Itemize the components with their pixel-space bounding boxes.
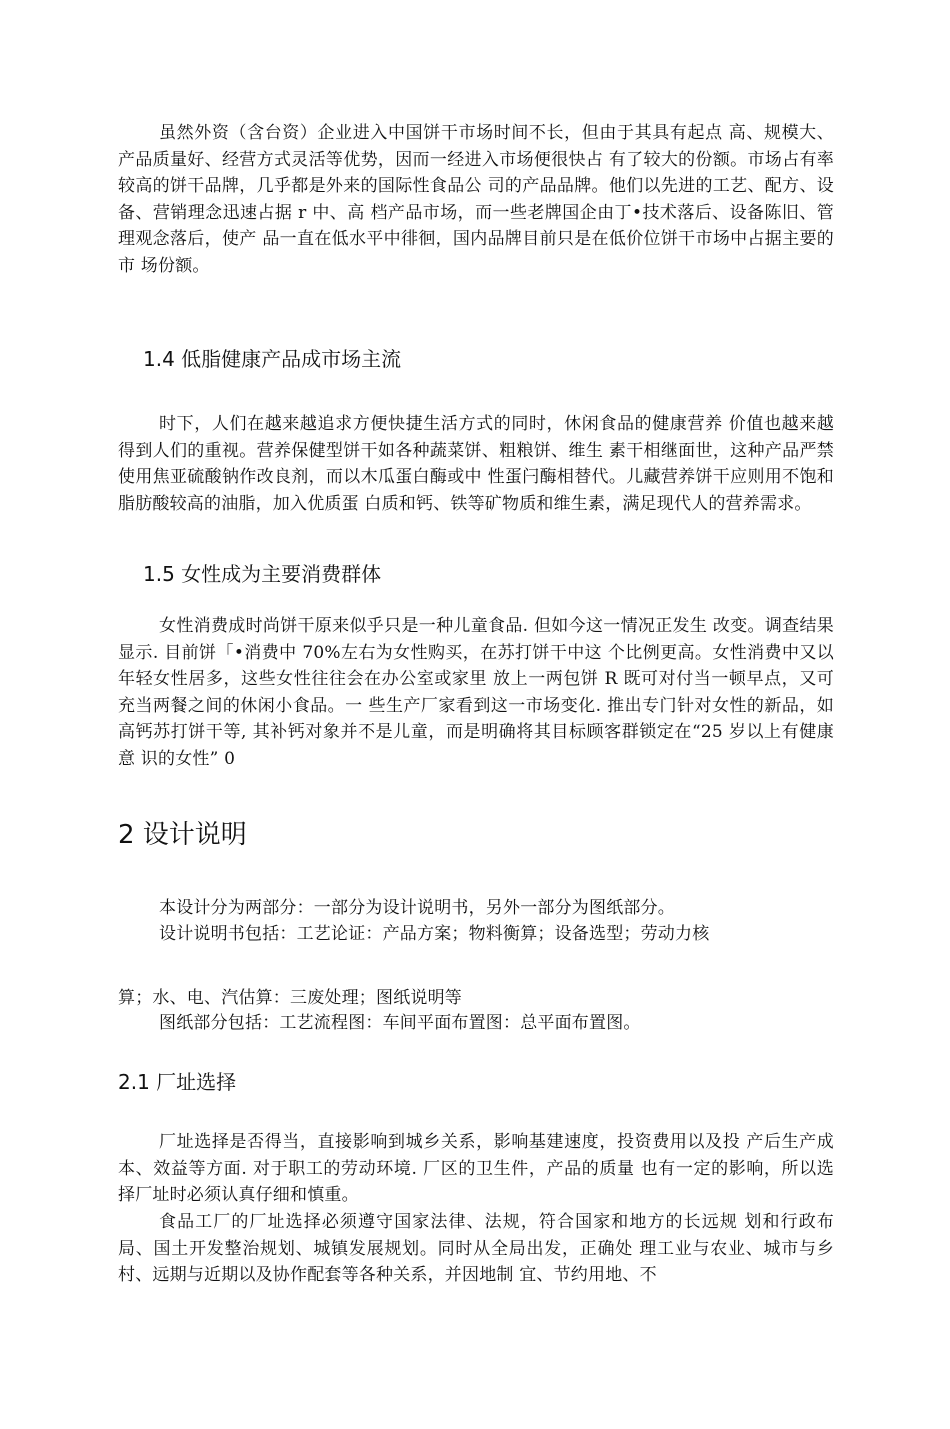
section-2-1-paragraph-2: 食品工厂的厂址选择必须遵守国家法律、法规，符合国家和地方的长远规 划和行政布局、国土开发整治规划、城镇发展规划。同时从全局出发，正确处 理工业与农业、城市与乡村、远期与近期以及协作配套等各种关系，并因地制 宜、节约用地、不: [118, 1212, 834, 1286]
section-1-4-heading: 1.4 低脂健康产品成市场主流: [143, 347, 402, 371]
section-1-5-paragraph: 女性消费成时尚饼干原来似乎只是一种儿童食品. 但如今这一情况正发生 改变。调查结果显示. 目前饼「•消费中 70%左右为女性购买，在苏打饼干中这 个比例更高。女性消费中又以年轻女性居多，这些女性往往会在办公室或家里 放上一两包饼 R 既可对付当一顿早点，又可充当两餐之间的休闲小食品。一 些生产厂家看到这一市场变化. 推出专门针对女性的新品，如高钙苏打饼干等, 其补钙对象并不是儿童，而是明确将其目标顾客群锁定在“25 岁以上有健康意 识的女性” 0: [118, 616, 834, 769]
section-1-4-paragraph: 时下，人们在越来越追求方便快捷生活方式的同时，休闲食品的健康营养 价值也越来越得到人们的重视。营养保健型饼干如各种蔬菜饼、粗粮饼、维生 素干相继面世，这种产品严禁使用焦亚硫酸钠作改良剂，而以木瓜蛋白酶或中 性蛋闩酶相替代。儿藏营养饼干应则用不饱和脂肪酸较高的油脂，加入优质蛋 白质和钙、铁等矿物质和维生素，满足现代人的营养需求。: [118, 414, 834, 514]
section-2-line-1: 本设计分为两部分：一部分为设计说明书，另外一部分为图纸部分。: [159, 898, 675, 918]
section-2-1-paragraph-1: 厂址选择是否得当，直接影响到城乡关系，影响基建速度，投资费用以及投 产后生产成本、效益等方面. 对于职工的劳动环境. 厂区的卫生件，产品的质量 也有一定的影响，所以选择厂址时必须认真仔细和慎重。: [118, 1132, 834, 1206]
section-2-line-3: 算；水、电、汽估算：三废处理；图纸说明等: [118, 988, 462, 1008]
section-2-line-2: 设计说明书包括：工艺论证：产品方案；物料衡算；设备选型；劳动力核: [159, 924, 710, 944]
section-2-1-heading: 2.1 厂址选择: [118, 1070, 237, 1094]
section-2-heading: 2 设计说明: [118, 820, 247, 850]
section-1-5-heading: 1.5 女性成为主要消费群体: [143, 562, 382, 586]
section-2-line-4: 图纸部分包括：工艺流程图：车间平面布置图：总平面布置图。: [159, 1013, 641, 1033]
intro-paragraph: 虽然外资（含台资）企业进入中国饼干市场时间不长，但由于其具有起点 高、规模大、产品质量好、经营方式灵活等优势，因而一经进入市场便很快占 有了较大的份额。市场占有率较高的饼干品牌，几乎都是外来的国际性食品公 司的产品品牌。他们以先进的工艺、配方、设备、营销理念迅速占据 r 中、高 档产品市场，而一些老牌国企由丁•技术落后、设备陈旧、管理观念落后，使产 品一直在低水平中徘徊，国内品牌目前只是在低价位饼干市场中占据主要的市 场份额。: [118, 123, 834, 276]
